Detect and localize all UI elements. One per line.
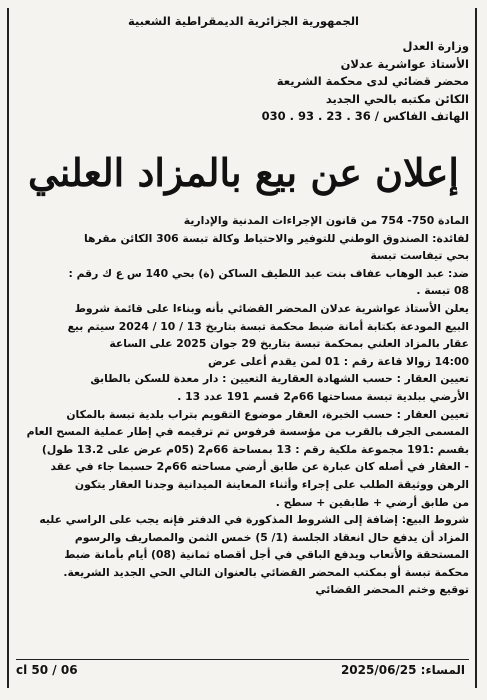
signature-line: توقيع وختم المحضر القضائي [315,583,469,597]
body-line: - العقار في أصله كان عبارة عن طابق أرضي مساحته 66م2 حسبما جاء في عقد [50,460,469,474]
header-line: الهاتف الفاكس / 36 . 23 . 93 . 030 [261,109,469,123]
paragraph-property-expertise [16,406,469,512]
paragraph-against [16,265,469,300]
paragraph-announcement [16,300,469,370]
notice-headline: إعلان عن بيع بالمزاد العلني [28,150,459,195]
body-line: بقسم :191 مجموعة ملكية رقم : 13 بمساحة 66م2 (05م عرض على 13.2 طول) [41,442,469,456]
header-line: وزارة العدل [402,39,469,53]
paragraph-property-certificate [16,370,469,405]
body-line: لفائدة: الصندوق الوطني للتوفير والاحتياط وكالة تبسة 306 الكائن مقرها [83,231,469,245]
header-line: الكائن مكتبه بالحي الجديد [325,91,469,106]
paragraph-sale-conditions [16,511,469,599]
body-line: 08 تبسة . [416,284,469,298]
body-line: يعلن الأستاذ عواشرية عدلان المحضر القضائي بأنه وبناءا على قائمة شروط [74,301,469,315]
header-line: الأستاذ عواشرية عدلان [340,56,469,71]
body-line: من طابق أرضي + طابقين + سطح . [275,495,469,509]
body-line: تعيين العقار : حسب الشهادة العقارية التعيين : دار معدة للسكن بالطابق [90,372,469,386]
paragraph-legal-basis [16,212,469,265]
publication-date: المساء: 2025/06/25 [340,663,465,677]
body-line: المسمى الجرف بالقرب من مؤسسة فرفوس تم ترقيمه في إطار عملية المسح العام [26,425,469,439]
body-line: الرهن ووثيقة الطلب على إجراء وأثناء المعاينة الميدانية وجدنا العقار يتكون [74,477,469,491]
bailiff-header [169,38,469,126]
ad-reference: cl 50 / 06 [16,663,78,677]
body-line: محكمة تبسة أو بمكتب المحضر القضائي بالعنوان التالي الحي الجديد الشريعة. [63,565,469,579]
body-line: المادة 750- 754 من قانون الإجراءات المدنية والإدارية [183,214,469,227]
notice-body [16,212,469,599]
body-line: الأرضي ببلدية تبسة مساحتها 66م2 قسم 191 عدد 13 . [177,389,469,403]
body-line: البيع المودعة بكتابة أمانة ضبط محكمة تبسة بتاريخ 13 / 10 / 2024 سيتم بيع [67,319,469,333]
body-line: بحي تيفاست تبسة [370,249,469,263]
footer-bar [16,659,469,682]
body-line: ضد: عبد الوهاب عفاف بنت عبد اللطيف الساكن (ة) بحي 140 س ع ك رقم : [68,266,469,280]
body-line: شروط البيع: إضافة إلى الشروط المذكورة في الدفتر فإنه يجب على الراسي عليه [39,513,469,527]
body-line: المستحقة والأتعاب ويدفع الباقي في أجل أقصاه ثمانية (08) أيام بأمانة ضبط [64,548,469,562]
body-line: تعيين العقار : حسب الخبرة، العقار موضوع التقويم بتراب بلدية تبسة بالمكان [66,407,469,421]
body-line: المزاد أن يدفع حال انعقاد الجلسة (1/ 5) خمس الثمن والمصاريف والرسوم [74,530,469,544]
body-line: 14:00 زوالا قاعة رقم : 01 لمن يقدم أعلى عرض [207,354,469,368]
header-line: محضر قضائي لدى محكمة الشريعة [276,74,469,88]
body-line: عقار بالمزاد العلني بمحكمة تبسة بتاريخ 29 جوان 2025 على الساعة [109,337,469,351]
republic-title: الجمهورية الجزائرية الديمقراطية الشعبية [127,14,359,28]
